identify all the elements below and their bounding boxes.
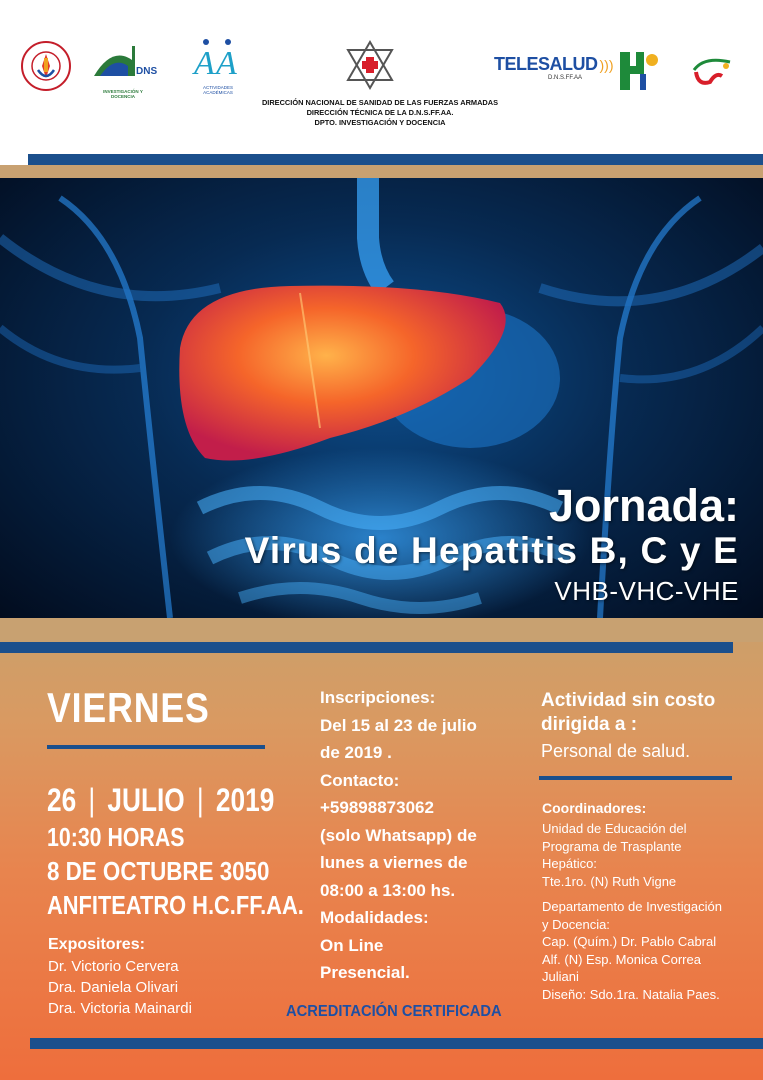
coordinator-line-1: Unidad de Educación del bbox=[542, 821, 687, 836]
coordinators-list bbox=[542, 820, 722, 1003]
header-line-1: DIRECCIÓN NACIONAL DE SANIDAD DE LAS FUERZAS ARMADAS bbox=[261, 98, 499, 107]
registration-line-10: On Line bbox=[320, 935, 384, 955]
svg-text:A: A bbox=[216, 45, 237, 82]
audience-line-1: Actividad sin costo bbox=[541, 690, 716, 711]
actividades-academicas-logo bbox=[190, 38, 246, 94]
registration-line-7: lunes a viernes de bbox=[320, 853, 468, 872]
dns-logo-text: DNS bbox=[136, 66, 158, 77]
wifi-signal-icon: ))) bbox=[599, 56, 614, 73]
coordinator-line-3: Hepático: bbox=[542, 856, 597, 871]
hospital-central-logo bbox=[16, 36, 76, 98]
coordinator-line-9: Alf. (N) Esp. Monica Correa bbox=[542, 951, 701, 967]
actividades-logo-text: ACTIVIDADES ACADÉMICAS bbox=[202, 85, 233, 95]
event-day: VIERNES bbox=[47, 684, 210, 731]
hero-abbreviation: VHB-VHC-VHE bbox=[554, 576, 739, 606]
speaker-3: Dra. Victoria Mainardi bbox=[48, 1000, 192, 1017]
registration-block bbox=[320, 684, 477, 987]
event-address: 8 DE OCTUBRE 3050 bbox=[47, 856, 270, 886]
svg-text:A: A bbox=[194, 45, 215, 82]
hp-logo bbox=[618, 50, 660, 92]
registration-line-3: de 2019 . bbox=[320, 743, 392, 762]
day-underline bbox=[47, 745, 265, 749]
coordinator-line-10: Juliani bbox=[542, 969, 579, 984]
coordinator-line-11: Diseño: Sdo.1ra. Natalia Paes. bbox=[542, 986, 720, 1002]
event-venue: ANFITEATRO H.C.FF.AA. bbox=[47, 890, 304, 920]
dns-logo bbox=[92, 42, 158, 99]
telesalud-logo bbox=[494, 54, 614, 94]
mid-tan-bar bbox=[0, 618, 763, 642]
coordinator-line-2: Programa de Trasplante bbox=[542, 838, 682, 854]
dns-logo-subtitle: INVESTIGACIÓN Y DOCENCIA bbox=[103, 89, 143, 99]
header bbox=[0, 0, 763, 158]
audience-underline bbox=[539, 776, 732, 780]
audience-line-3: Personal de salud. bbox=[541, 741, 691, 761]
speaker-2: Dra. Daniela Olivari bbox=[48, 979, 179, 996]
sanidad-emblem-logo bbox=[344, 40, 396, 90]
telesalud-text: TELESALUD bbox=[494, 54, 598, 74]
header-line-3: DPTO. INVESTIGACIÓN Y DOCENCIA bbox=[314, 118, 446, 127]
registration-line-4: Contacto: bbox=[320, 770, 400, 790]
coordinators-heading: Coordinadores: bbox=[542, 800, 647, 816]
hero-banner bbox=[0, 178, 763, 618]
registration-line-9: Modalidades: bbox=[320, 908, 429, 927]
hero-title: Jornada: bbox=[548, 480, 739, 531]
event-date: 26 | JULIO | 2019 bbox=[47, 782, 275, 818]
speaker-1: Dr. Victorio Cervera bbox=[48, 958, 179, 975]
registration-line-2: Del 15 al 23 de julio bbox=[320, 715, 477, 735]
event-time: 10:30 HORAS bbox=[47, 822, 185, 852]
coordinator-line-8: Cap. (Quím.) Dr. Pablo Cabral bbox=[542, 934, 717, 949]
registration-line-6: (solo Whatsapp) de bbox=[320, 825, 477, 845]
event-date-year: 2019 bbox=[215, 782, 275, 818]
trasplante-hepatico-logo bbox=[690, 52, 734, 90]
bottom-navy-bar bbox=[30, 1038, 763, 1049]
registration-line-5: +59898873062 bbox=[320, 798, 434, 817]
header-institution-text bbox=[210, 98, 550, 128]
coordinator-line-5 bbox=[542, 890, 722, 898]
coordinator-line-7: y Docencia: bbox=[542, 916, 610, 932]
accreditation-label: ACREDITACIÓN CERTIFICADA bbox=[286, 1003, 502, 1020]
registration-line-1: Inscripciones: bbox=[320, 688, 436, 707]
event-date-day: 26 bbox=[47, 782, 77, 818]
telesalud-subtitle: D.N.S.FF.AA bbox=[547, 75, 582, 81]
audience-line-2: dirigida a : bbox=[541, 714, 638, 735]
speakers-heading: Expositores: bbox=[48, 936, 145, 953]
top-tan-bar bbox=[0, 165, 763, 178]
registration-line-11: Presencial. bbox=[320, 963, 410, 982]
coordinator-line-4: Tte.1ro. (N) Ruth Vigne bbox=[542, 873, 677, 889]
coordinator-line-6: Departamento de Investigación bbox=[542, 899, 722, 914]
top-navy-bar bbox=[28, 154, 763, 165]
event-date-month: JULIO bbox=[107, 782, 185, 818]
hero-subtitle: Virus de Hepatitis B, C y E bbox=[244, 530, 739, 571]
header-line-2: DIRECCIÓN TÉCNICA DE LA D.N.S.FF.AA. bbox=[306, 108, 454, 117]
registration-line-8: 08:00 a 13:00 hs. bbox=[320, 880, 456, 900]
mid-navy-bar bbox=[0, 642, 733, 653]
